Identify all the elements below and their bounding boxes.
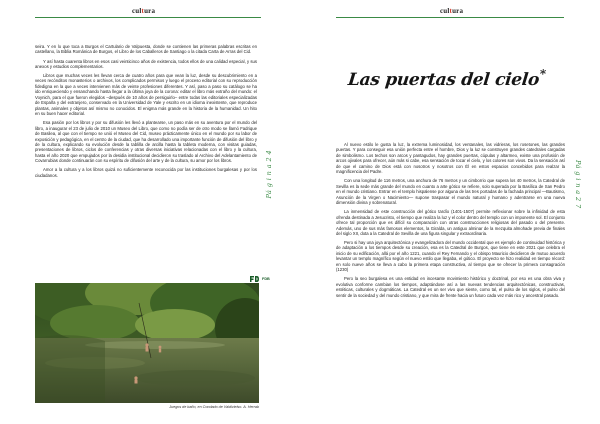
river-photo — [35, 283, 259, 403]
logo-text-b: t — [449, 7, 453, 15]
header-rule — [336, 17, 564, 18]
fdb-label: FDB — [262, 277, 270, 281]
paragraph: Esa pasión por los libros y por su difusión les llevó a plantearse, un paso más en su aventura por el mundo del libro, a inaugurar el 23 de julio de 2010 un Museo del Libro, que como no podía ser de otro modo se llamó Fadrique de Basilea, al que con el tiempo se unió el Museo del Cid, museo prácticamente único en el mundo por su labor de exposición y pedagógica, en el centro de la ciudad, que ha desarrollado una importante función de difusión del libro y de la cultura, explicando su evolución desde la tablilla de arcilla hasta la tableta moderna, con visitas guiadas, presentaciones de libros, ciclos de conferencias y otras diversas iniciativas relacionadas con el libro y la cultura, hasta el año 2020 que empujados por la desidia institucional decidieron su traslado al Archivo del Adelantamiento de Covarrubias donde continuarán con su espíritu de difusión del arte y de la cultura, su amor por los libros. — [35, 120, 257, 164]
article-body-left — [35, 44, 257, 182]
right-page — [300, 0, 600, 424]
page-number-tag: Pá g i n a 2 7 — [574, 160, 582, 209]
river-photo-image — [35, 283, 259, 403]
paragraph: La inmensidad de este construcción del gótico tardío (1401-1507) permite reflexionar sobre la infinidad de esta ofrenda destinada a Jesucristo, el tiempo que realiza la luz y el color dentro del templo con un imponente sol. El conjunto ofrece tal proporción que es difícil su comparación con otras construcciones religiosas del pasado o del presente. Además, uno de sus más famosos elementos, la Giralda, un antiguo alminar de la mezquita almohade previa de finales del siglo XII, dota a la Catedral de Sevilla de una figura singular y extraordinaria. — [336, 209, 565, 236]
paragraph: Libros que muchas veces les llevan cerca de cuatro años para que vean la luz, desde su descubrimiento en a veces recónditos monasterios o archivos, los complicados permisos y luego el proceso editorial con su reproducción fidedigna en la que a veces intervienen más de veinte profesiones diferentes. Y así, paso a paso su catálogo se ha ido enriqueciendo y ensanchando hasta llegar a la última joya de la corona: editar el libro más extraño del mundo: el Voynich, para el que fueron elegidos –después de 10 años de persiguirlo– entre todas las editoriales especializadas de España y del extranjero, conservado en la Universidad de Yale y escrito en un idioma inexistente, que reproduce plantas, animales y objetos así mismo no conocidos. El enigma más grande en la historia de la humanidad. Un hito en su buen hacer editorial. — [35, 73, 257, 117]
photo-caption: Juegos de baño, en Condado de Valdivielso. A. Herrab — [169, 405, 259, 409]
paragraph: Con una longitud de 116 metros, una anchura de 76 metros y un cimborrio que supera los 40 metros, la Catedral de Sevilla es la sede más grande del mundo en cuanto a arte gótico se refiere, solo superada por la Basílica de San Pedro en el mundo cristiano. Entrar en el templo hispalense por alguna de las tres portadas de la fachada principal —Bautismo, Asunción de la Virgen o Nacimiento— supone traspasar el mundo natural y humano y adentrarse en una nueva dimensión divina y sobrenatural. — [336, 178, 565, 206]
logo-text-c: ura — [452, 7, 464, 15]
paragraph: Pero si hay una joya arquitectónica y evangelizadora del mundo occidental que es ejemplo de continuidad histórica y de adaptación a los tiempos desde su creación, esa es la Catedral de Burgos, que tiene en este 2021 que celebra el inicio de su edificación, allá por el año 1221, cuando el Rey Fernando y el obispo Mauricio decidieron de mutuo acuerdo levantar un templo magnífico según el nuevo estilo que llegaba, el gótico. El proyecto se hizo realidad en tiempo récord: en solo nueve años se lleva a cabo la primera etapa constructiva, al tiempo que se ofrecer la primera consagración (1230) — [336, 240, 565, 273]
fdb-logo — [249, 275, 270, 283]
article-body-right — [336, 142, 565, 302]
title-footnote-mark: * — [538, 67, 547, 81]
paragraph: Al nuevo estilo le gusta la luz, la extrema luminosidad, los ventanales, las vidrieras, los rosetones, las grandes puertas. Y para conseguir esa unión perfecta entre el hombre, Dios y la luz se construyen grandes catedrales cargadas de simbolismo. Los techos son arcos y pantagudos, hay grandes puertas, cúpulas y altarmeo, existe una profusión de arcos ojivales para ofrecer, aún más si cabe, esa sensación de tocar el cielo, y los colores son vivos. Da la sensación así de que el camino de Dios está con nosotros y nosotros con Él en estos espacios concebidos para realzar la magnificencia del Padre. — [336, 142, 565, 175]
magazine-logo — [132, 7, 155, 15]
paragraph: Pero la seo burgalesa es una entidad en incesante movimiento histórico y doctrinal, por eso es una obra viva y evolutiva conforme cambian los tiempos, adaptándose así a las nuevas tendencias arquitectónicas, constructivas, estéticas, culturales y dogmáticas. La Catedral es un ser vivo que siente, como tal, el pulso de los siglos, el pulso del sentir de la sociedad y del mundo cristiano, y que mira de frente hacia un futuro cada vez más rico y ancestral pasado. — [336, 276, 565, 298]
article-title-text: Las puertas del cielo — [346, 70, 541, 90]
logo-text-a: cul — [132, 7, 142, 15]
fdb-logo-icon — [249, 275, 260, 283]
paragraph: Amor a la cultura y a los libros quizá no suficientemente reconocida por las instituciones burgalesas y por los ciudadanos. — [35, 167, 257, 178]
paragraph: seira. Y en lo que toca a Burgos el Cartulario de Valpuesta, donde se contienen las primeras palabras escritas en castellano, la Biblia Románica de Burgos, el Libro de los Caballeros de Santiago o la citada Carta de Arras del Cid. — [35, 44, 257, 55]
article-title — [346, 67, 547, 90]
header-rule — [35, 17, 261, 18]
paragraph: Y así hasta cuarenta libros en esos casi veinticinco años de existencia, todos ellos de una calidad especial, y sus anexos y estudios complementarios. — [35, 58, 257, 69]
logo-text-b: t — [141, 7, 145, 15]
page-number-tag: Pá g i n a 2 4 — [265, 150, 273, 199]
logo-text-c: ura — [144, 7, 156, 15]
magazine-logo — [440, 7, 463, 15]
logo-text-a: cul — [440, 7, 450, 15]
